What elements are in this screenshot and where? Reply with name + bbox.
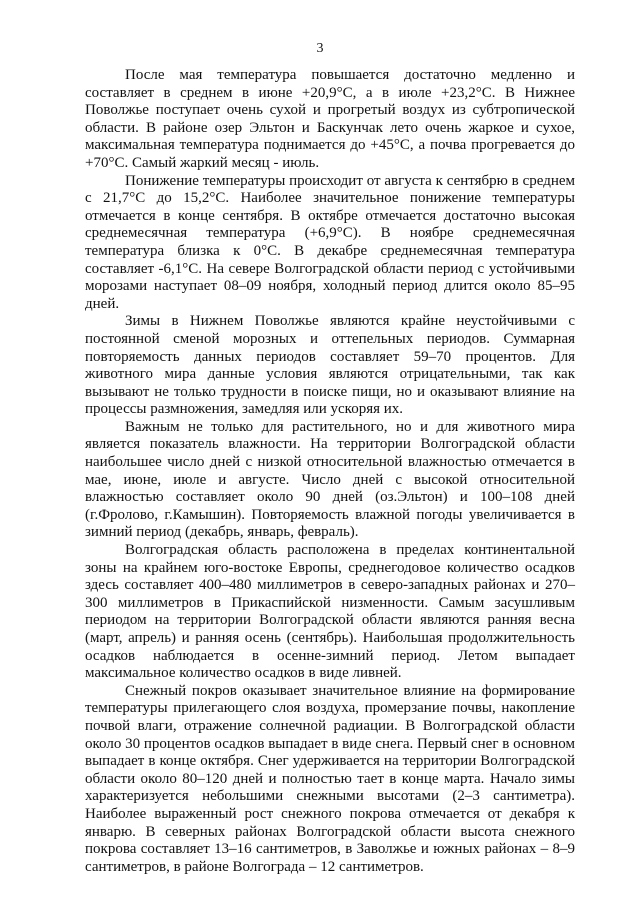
paragraph-summer-temperature: После мая температура повышается достаточно медленно и составляет в среднем в июне +20,9°С, а в июле +23,2°С. В Нижнее Поволжье поступает очень сухой и прогретый воздух из субтропической области. В районе озер Эльтон и Баскунчак лето очень жаркое и сухое, максимальная температура поднимается до +45°С, а почва прогревается до +70°С. Самый жаркий месяц - июль. — [85, 67, 575, 171]
paragraph-precipitation: Волгоградская область расположена в пределах континентальной зоны на крайнем юго-востоке Европы, среднегодовое количество осадков здесь составляет 400–480 миллиметров в северо-западных районах и 270–300 миллиметров в Прикаспийской низменности. Самым засушливым периодом на территории Волгоградской области являются ранняя весна (март, апрель) и ранняя осень (сентябрь). Наибольшая продолжительность осадков наблюдается в осенне-зимний период. Летом выпадает максимальное количество осадков в виде ливней. — [85, 542, 575, 682]
paragraph-winter-instability: Зимы в Нижнем Поволжье являются крайне неустойчивыми с постоянной сменой морозных и оттепельных периодов. Суммарная повторяемость данных периодов составляет 59–70 процентов. Для животного мира данные условия являются отрицательными, так как вызывают не только трудности в поиске пищи, но и оказывают влияние на процессы размножения, замедляя или ускоряя их. — [85, 313, 575, 418]
document-body — [85, 67, 575, 876]
paragraph-humidity: Важным не только для растительного, но и для животного мира является показатель влажности. На территории Волгоградской области наибольшее число дней с низкой относительной влажностью отмечается в мае, июне, июле и августе. Число дней с высокой относительной влажностью составляет около 90 дней (оз.Эльтон) и 100–108 дней (г.Фролово, г.Камышин). Повторяемость влажной погоды увеличивается в зимний период (декабрь, январь, февраль). — [85, 418, 575, 541]
page-number: 3 — [316, 41, 324, 56]
paragraph-autumn-cooling: Понижение температуры происходит от августа к сентябрю в среднем с 21,7°С до 15,2°С. Наиболее значительное понижение температуры отмечается в конце сентября. В октябре отмечается достаточно высокая среднемесячная температура (+6,9°С). В ноябре среднемесячная температура близка к 0°С. В декабре среднемесячная температура составляет -6,1°С. На севере Волгоградской области период с устойчивыми морозами наступает 08–09 ноября, холодный период длится около 85–95 дней. — [85, 172, 575, 312]
paragraph-snow-cover: Снежный покров оказывает значительное влияние на формирование температуры прилегающего слоя воздуха, промерзание почвы, накопление почвой влаги, отражение солнечной радиации. В Волгоградской области около 30 процентов осадков выпадает в виде снега. Первый снег в основном выпадает в конце октября. Снег удерживается на территории Волгоградской области около 80–120 дней и полностью тает в конце марта. Начало зимы характеризуется небольшими снежными высотами (2–3 сантиметра). Наиболее выраженный рост снежного покрова отмечается от декабря к январю. В северных районах Волгоградской области высота снежного покрова составляет 13–16 сантиметров, в Заволжье и южных районах – 8–9 сантиметров, в районе Волгограда – 12 сантиметров. — [85, 682, 575, 875]
